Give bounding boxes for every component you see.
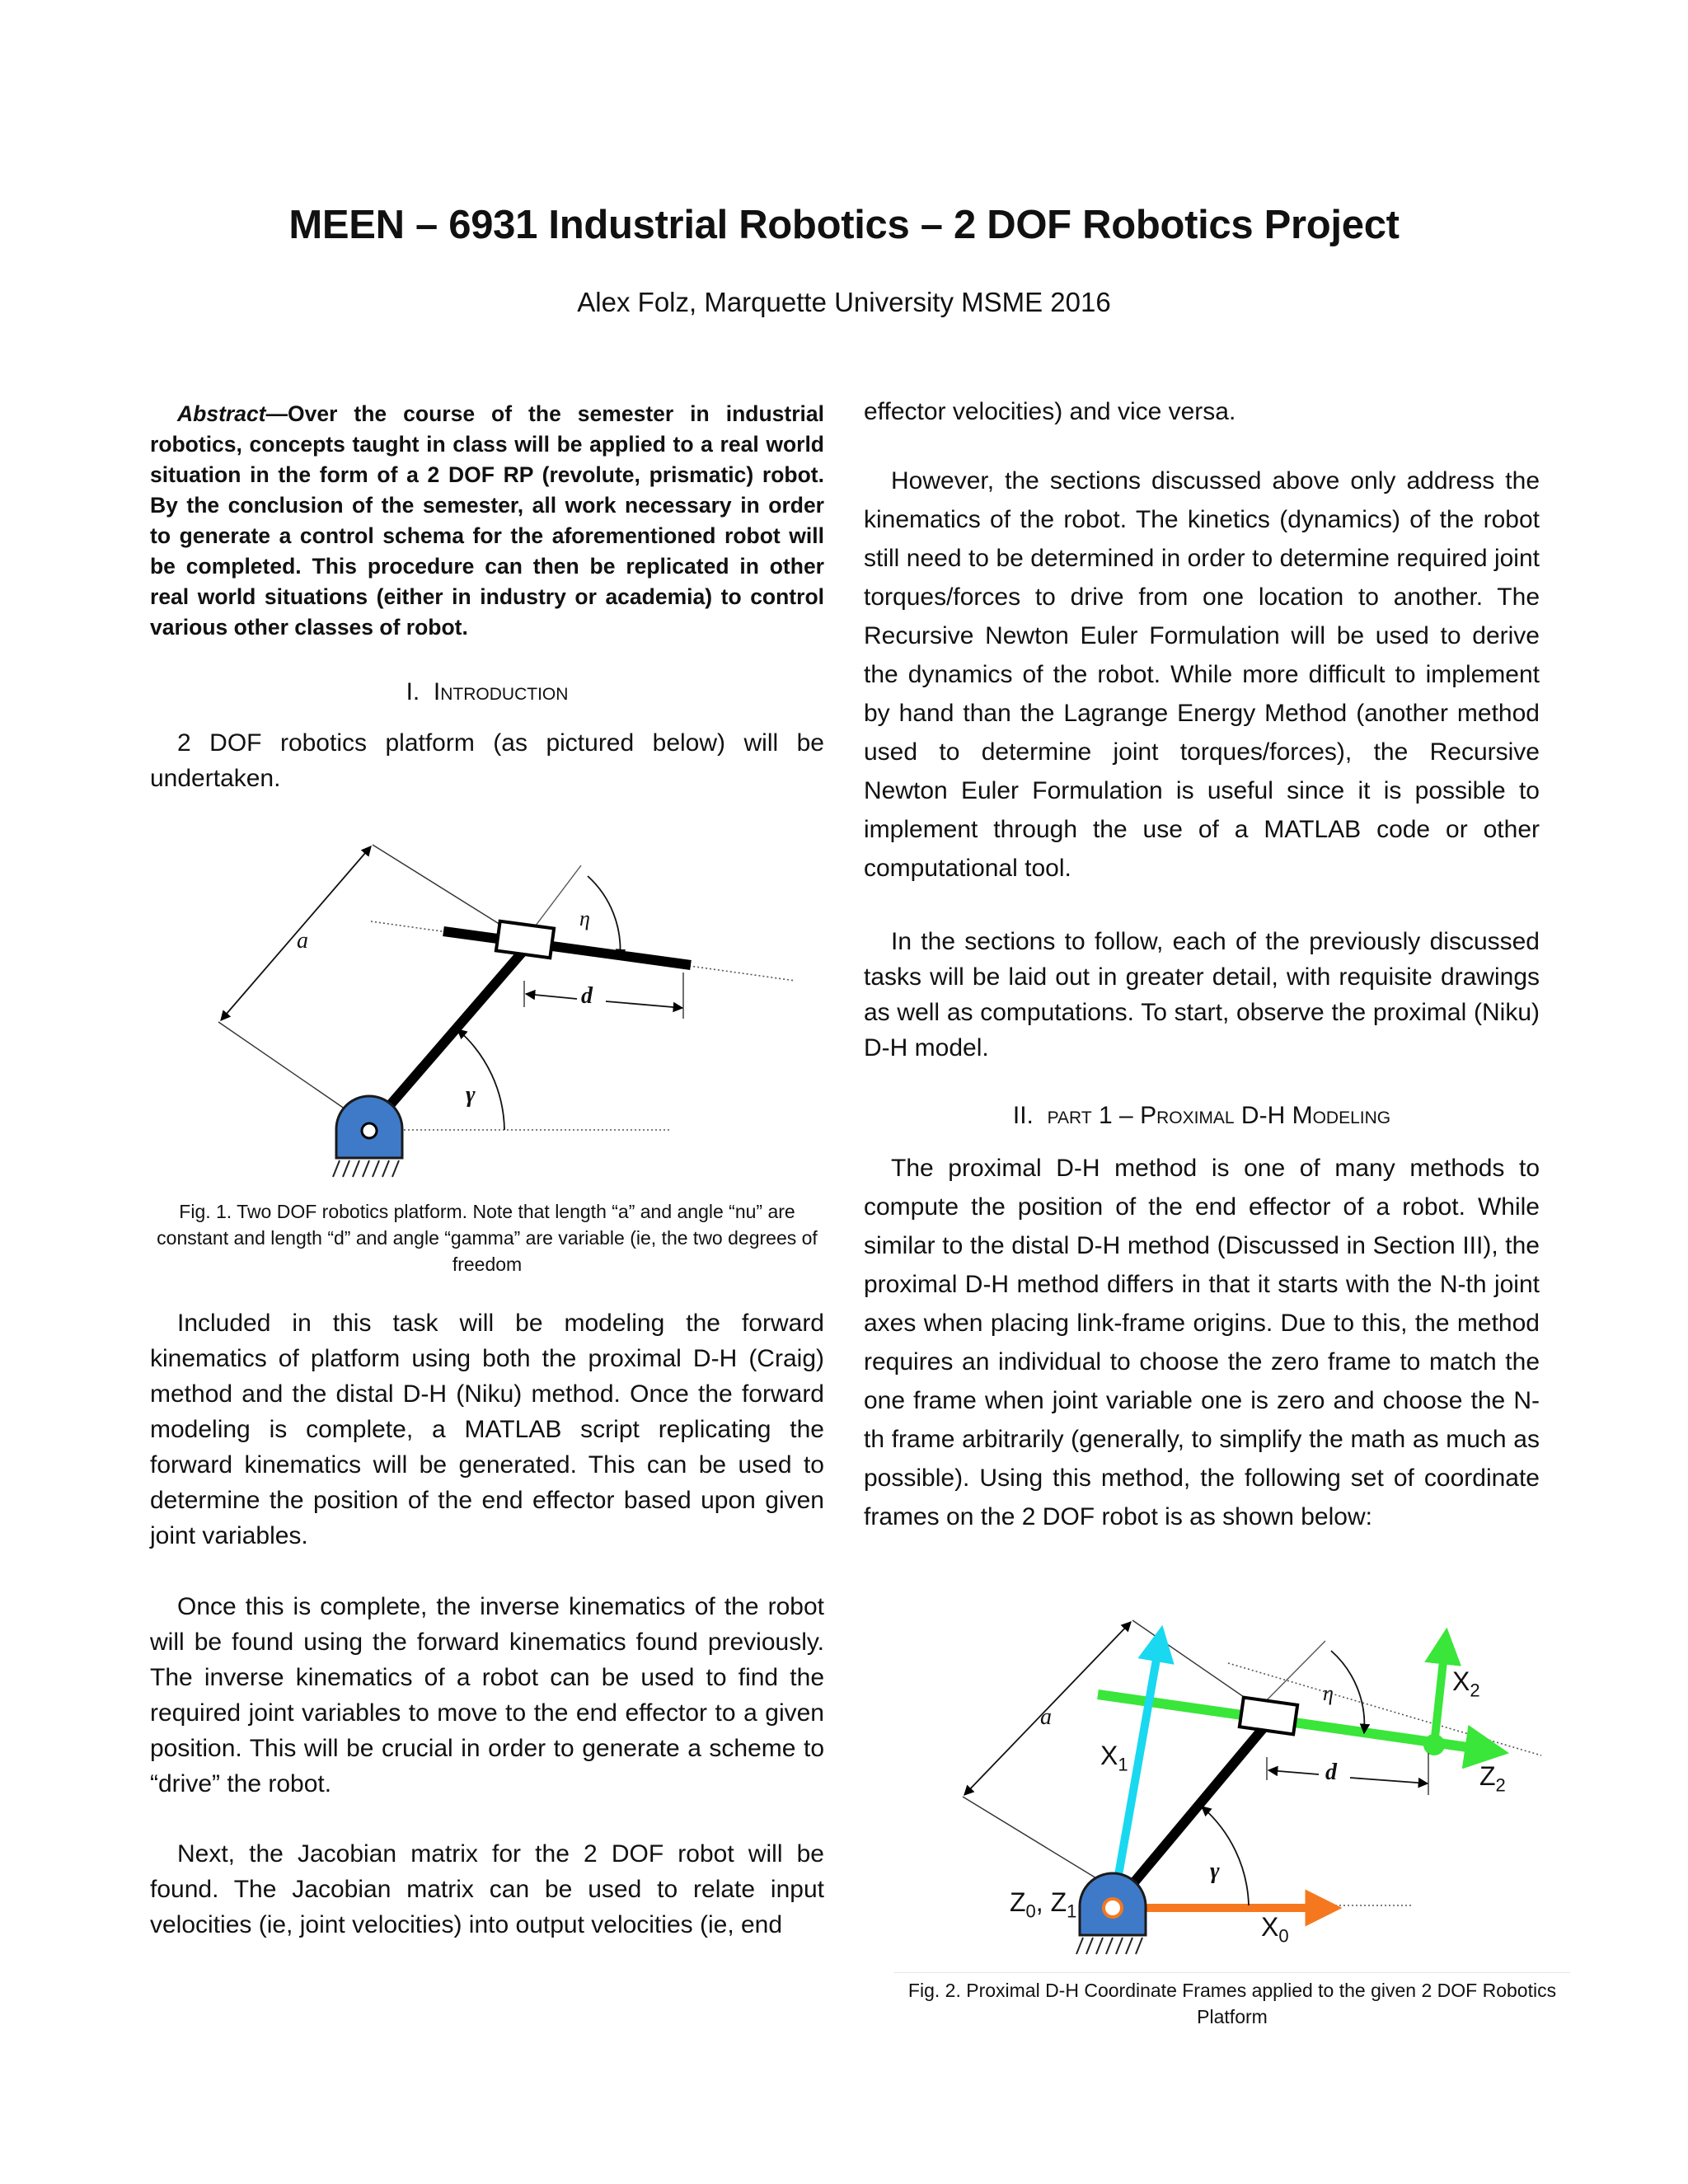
fig2-d-arrow-left (1268, 1770, 1319, 1774)
figure-2-caption: Fig. 2. Proximal D-H Coordinate Frames applied to the given 2 DOF Robotics Platform (907, 1980, 1557, 2027)
abstract-dash: — (265, 401, 288, 426)
fig2-label-d: d (1325, 1760, 1337, 1785)
section-2-title: Proximal D-H Modeling (1140, 1102, 1391, 1129)
paper-author: Alex Folz, Marquette University MSME 2016 (577, 287, 1111, 317)
abstract-text: Over the course of the semester in industrial robotics, concepts taught in class will be applied to a real world situation in the form of a 2 DOF RP (revolute, prismatic) robot. By the conclusion of the semester, all work necessary in order to generate a control schema for the aforementioned robot will be completed. This procedure can then be replicated in other real world situations (either in industry or academia) to control various other classes of robot. (150, 401, 824, 640)
fig1-label-d: d (581, 983, 593, 1009)
fig2-gamma-arc (1202, 1807, 1249, 1905)
right-paragraph-1: However, the sections discussed above only address the kinematics of the robot. The kinetics (dynamics) of the robot still need to be determined in order to determine required joint torques/forces to drive from one location to another. The Recursive Newton Euler Formulation will be used to derive the dynamics of the robot. While more difficult to implement by hand than the Lagrange Energy Method (another method used to determine joint torques/forces), the Recursive Newton Euler Formulation is useful since it is possible to implement through the use of a MATLAB code or other computational tool. (864, 467, 1540, 882)
fig2-slider-block (1240, 1698, 1297, 1735)
fig2-d-arrow-right (1350, 1778, 1428, 1783)
right-paragraph-3: The proximal D-H method is one of many methods to compute the position of the end effector of a robot. While similar to the distal D-H method (Discussed in Section III), the proximal D-H method differs in that it starts with the N-th joint axes when placing link-frame origins. Due to this, the method requires an individual to choose the zero frame to match the one frame when joint variable one is zero and choose the N-th frame arbitrarily (generally, to simplify the math as much as possible). Using this method, the following set of coordinate frames on the 2 DOF robot is as shown below: (864, 1155, 1540, 1530)
fig2-ground-hatch (1076, 1938, 1142, 1954)
fig2-label-a: a (1040, 1704, 1052, 1730)
section-1-numeral: I. (406, 678, 420, 705)
section-2-part: part (1047, 1102, 1092, 1129)
left-paragraph-1: Included in this task will be modeling the forward kinematics of platform using both the proximal D-H (Craig) method and the distal D-H (Niku) method. Once the forward modeling is complete, a MATLAB script replicating the forward kinematics will be generated. This can be used to determine the position of the end effector based upon given joint variables. (150, 1310, 824, 1549)
left-paragraph-3: Next, the Jacobian matrix for the 2 DOF robot will be found. The Jacobian matrix can be used to relate input velocities (ie, joint velocities) into output velocities (ie, end (150, 1840, 824, 1938)
fig2-label-z0-z1: $Z_0$, $Z_1$ (1010, 1887, 1077, 1922)
right-paragraph-2: In the sections to follow, each of the previously discussed tasks will be laid out in greater detail, with requisite drawings as well as computations. To start, observe the proximal (Niku) D-H model. (864, 928, 1540, 1062)
right-paragraph-0: effector velocities) and vice versa. (864, 398, 1236, 425)
figure-1-caption: Fig. 1. Two DOF robotics platform. Note that length “a” and angle “nu” are constant and length “d” and angle “gamma” are variable (ie, the two degrees of freedom (157, 1201, 818, 1275)
fig1-label-a: a (297, 928, 308, 954)
fig1-label-gamma: γ (466, 1082, 476, 1108)
section-1-title: Introduction (433, 678, 569, 705)
abstract-lead: Abstract (177, 401, 266, 426)
fig2-x2-axis (1434, 1638, 1446, 1745)
fig2-label-x0: $X_0$ (1261, 1912, 1289, 1947)
fig2-end-effector-point (1423, 1734, 1445, 1755)
left-paragraph-2: Once this is complete, the inverse kinematics of the robot will be found using the forward kinematics found previously. The inverse kinematics of a robot can be used to find the required joint variables to move to the end effector to a given position. This will be crucial in order to generate a scheme to “drive” the robot. (150, 1593, 824, 1797)
fig1-label-eta: η (579, 907, 590, 930)
fig2-label-z2: $Z_2$ (1479, 1761, 1506, 1796)
fig2-label-x1: $X_1$ (1100, 1741, 1128, 1775)
figure-2-rule (894, 1972, 1570, 1973)
fig2-label-gamma: γ (1210, 1858, 1220, 1884)
intro-paragraph: 2 DOF robotics platform (as pictured below) will be undertaken. (150, 729, 824, 792)
section-2-dash: – (1119, 1102, 1133, 1129)
fig2-extension-line-a1 (963, 1797, 1104, 1883)
paper-title: MEEN – 6931 Industrial Robotics – 2 DOF Robotics Project (288, 203, 1400, 247)
fig2-eta-arc (1331, 1651, 1364, 1733)
fig2-label-x2: $X_2$ (1452, 1666, 1480, 1701)
section-2-number: 1 (1099, 1102, 1113, 1129)
fig2-joint-pin (1104, 1899, 1122, 1917)
fig2-label-eta: η (1323, 1681, 1334, 1705)
section-2-numeral: II. (1012, 1102, 1034, 1129)
